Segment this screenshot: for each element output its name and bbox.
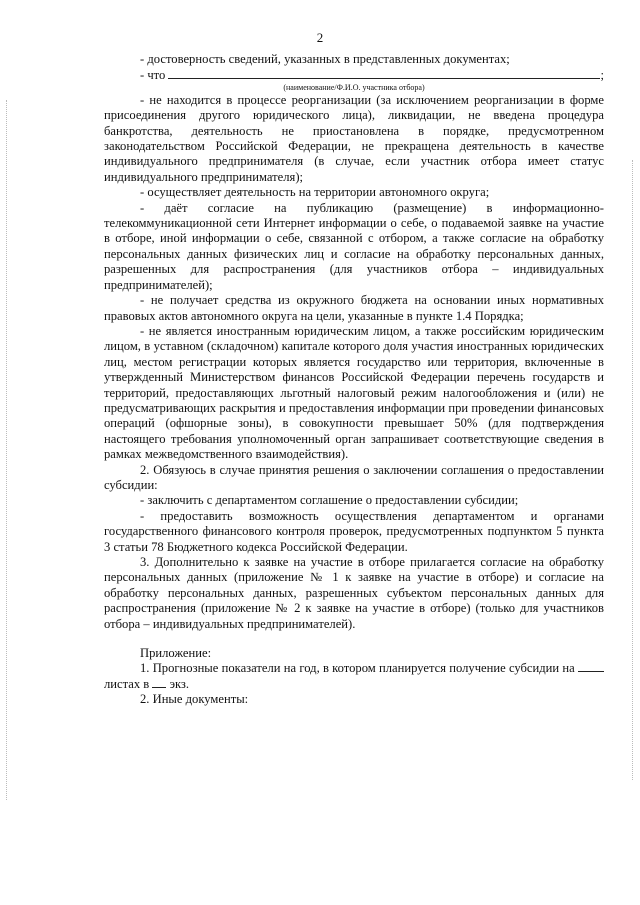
paragraph-not-reorganizing: - не находится в процессе реорганизации (за исключением реорганизации в форме присоединения другого юридического лица), ликвидации, не введена процедура банкротства, деятельность не приостановлена в порядке, предусмотренном законодательством Российской Федерации, не прекращена деятельность в качестве индивидуального предпринимателя (в случае, если участник отбора имеет статус индивидуального предпринимателя); (104, 92, 604, 184)
participant-name-caption: (наименование/Ф.И.О. участника отбора) (283, 82, 425, 92)
copies-count-blank (152, 677, 166, 688)
reliability-line: - достоверность сведений, указанных в представленных документах; (140, 52, 510, 66)
page-number: 2 (316, 30, 324, 45)
paragraph-consent-publication: - даёт согласие на публикацию (размещение) в информационно-телекоммуникационной сети Интернет информации о себе, о подаваемой заявке на участие в отборе, иной информации о себе, связанной с отбором, а также согласие на обработку персональных данных физических лиц и согласие на обработку персональных данных, разрешенных для распространения (для участников отбора – индивидуальных предпринимателей); (104, 200, 604, 292)
scan-edge-left (6, 100, 8, 800)
paragraph-not-foreign-entity: - не является иностранным юридическим лицом, а также российским юридическим лицом, в уставном (складочном) капитале которого доля участия иностранных юридических лиц, местом регистрации которых является государство или территория, включенные в утвержденный Министерством финансов Российской Федерации перечень государств и территорий, предоставляющих льготный налоговый режим налогообложения и (или) не предусматривающих раскрытия и предоставления информации при проведении финансовых операций (офшорные зоны), в совокупности превышает 50% (для подтверждения настоящего требования уполномоченный орган запрашивает соответствующие сведения в рамках межведомственного взаимодействия). (104, 323, 604, 462)
that-suffix: ; (600, 68, 604, 83)
paragraph-conclude-agreement: - заключить с департаментом соглашение о предоставлении субсидии; (140, 493, 519, 508)
paragraph-operates-in-region: - осуществляет деятельность на территории автономного округа; (140, 185, 490, 200)
paragraph-no-other-budget: - не получает средства из окружного бюджета на основании иных нормативных правовых актов автономного округа на цели, указанные в пункте 1.4 Порядка; (104, 293, 604, 323)
scan-edge-right (632, 160, 634, 780)
appendix-item-1-mid: листах в (104, 676, 150, 691)
participant-name-blank (168, 67, 599, 79)
appendix-item-1-end: экз. (169, 676, 190, 691)
paragraph-allow-inspections: - предоставить возможность осуществления департаментом и органами государственного финансового контроля проверок, предусмотренных подпунктом 5 пункта 3 статьи 78 Бюджетного кодекса Российской Федерации. (104, 508, 604, 554)
participant-name-line (104, 67, 604, 83)
appendix-item-1 (104, 661, 604, 692)
appendix-title: Приложение: (140, 646, 212, 661)
appendix-item-2: 2. Иные документы: (140, 692, 249, 707)
document-body (104, 52, 604, 708)
paragraph-obligation: 2. Обязуюсь в случае принятия решения о заключении соглашения о предоставлении субсидии: (104, 462, 604, 492)
that-prefix: - что (140, 68, 166, 83)
sheets-count-blank (578, 661, 604, 672)
appendix-item-1-start: 1. Прогнозные показатели на год, в котором планируется получение субсидии на (140, 661, 575, 676)
paragraph-attachments-consent: 3. Дополнительно к заявке на участие в отборе прилагается согласие на обработку персональных данных (приложение № 1 к заявке на участие в отборе) и согласие на обработку персональных данных, разрешенных субъектом персональных данных для распространения (приложение № 2 к заявке на участие в отборе) (только для участников отбора – индивидуальных предпринимателей). (104, 555, 604, 631)
